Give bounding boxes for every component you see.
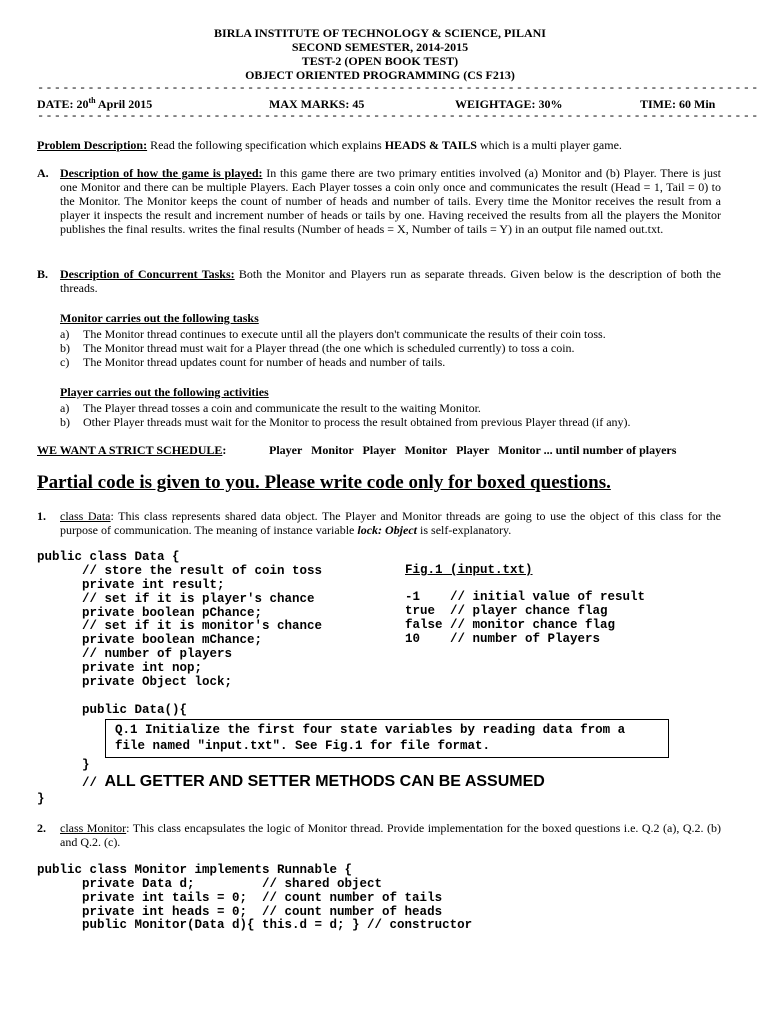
code-line: } [37, 758, 90, 772]
code-line: public class Data { [37, 550, 180, 564]
question-1-text: class Data: This class represents shared data object. The Player and Monitor threads are going to use the object of this class for the purpose of communication. The meaning of instance variable lock: Object is self-explanatory. [60, 509, 721, 537]
schedule-sequence: Player Monitor Player Monitor Player Monitor ... until number of players [269, 443, 677, 457]
getter-setter-note: // ALL GETTER AND SETTER METHODS CAN BE ASSUMED [37, 773, 545, 790]
semester: SECOND SEMESTER, 2014-2015 [291, 40, 469, 54]
code-line: private int tails = 0; // count number of tails [37, 891, 443, 905]
box-line: Q.1 Initialize the first four state variables by reading data from a [115, 723, 626, 737]
code-line: private boolean pChance; [37, 606, 263, 620]
code-line: private boolean mChance; [37, 633, 263, 647]
code-line: private int heads = 0; // count number of heads [37, 905, 443, 919]
monitor-task-marker: b) [60, 341, 70, 355]
code-line: public Monitor(Data d){ this.d = d; } // constructor [37, 918, 473, 932]
exam-time: TIME: 60 Min [640, 97, 716, 111]
divider-top: -------------------------------------------------------------------------------------- [37, 81, 760, 95]
section-b-number: B. [37, 267, 49, 281]
figure-1-line: true // player chance flag [405, 604, 608, 618]
test-title: TEST-2 (OPEN BOOK TEST) [301, 54, 459, 68]
code-line: } [37, 792, 45, 806]
exam-date: DATE: 20th April 2015 [37, 96, 153, 111]
player-task-marker: b) [60, 415, 70, 429]
divider-bottom: -------------------------------------------------------------------------------------- [37, 109, 760, 123]
schedule-label: WE WANT A STRICT SCHEDULE: [37, 443, 227, 457]
player-activities-heading: Player carries out the following activities [60, 385, 269, 399]
figure-1-title: Fig.1 (input.txt) [405, 563, 533, 577]
section-a-text: Description of how the game is played: In this game there are two primary entities involved (a) Monitor and (b) Player. There is just one Monitor and there can be multiple Players. Each Player tosses a coin only once and communicates the result (Head = 1, Tail = 0) to the Monitor. The Monitor keeps the count of number of heads and number of tails. Every time the Monitor receives the result from a player it inspects the result and increment number of heads or tails by one. Having received the results from all the players the Monitor publishes the final results. writes the final results (Number of heads = X, Number of tails = Y) in an output file named out.txt. [60, 166, 721, 236]
question-1-number: 1. [37, 509, 46, 523]
code-line: private int nop; [37, 661, 203, 675]
figure-1-line: false // monitor chance flag [405, 618, 616, 632]
code-line: public class Monitor implements Runnable { [37, 863, 353, 877]
code-line: // number of players [37, 647, 233, 661]
monitor-task: The Monitor thread updates count for number of heads and number of tails. [83, 355, 446, 369]
monitor-task-marker: c) [60, 355, 70, 369]
question-2-text: class Monitor: This class encapsulates the logic of Monitor thread. Provide implementation for the boxed questions i.e. Q.2 (a), Q.2. (b) and Q.2. (c). [60, 821, 721, 849]
weightage: WEIGHTAGE: 30% [455, 97, 563, 111]
question-1-box [105, 719, 669, 758]
code-line: // set if it is player's chance [37, 592, 315, 606]
code-line: // store the result of coin toss [37, 564, 323, 578]
monitor-task-marker: a) [60, 327, 70, 341]
question-2-number: 2. [37, 821, 46, 835]
code-line: private Data d; // shared object [37, 877, 383, 891]
figure-1-line: -1 // initial value of result [405, 590, 646, 604]
institute-name: BIRLA INSTITUTE OF TECHNOLOGY & SCIENCE, PILANI [214, 26, 546, 40]
code-line: public Data(){ [37, 703, 188, 717]
player-task: The Player thread tosses a coin and communicate the result to the waiting Monitor. [83, 401, 481, 415]
player-task-marker: a) [60, 401, 70, 415]
monitor-tasks-heading: Monitor carries out the following tasks [60, 311, 259, 325]
box-line: file named "input.txt". See Fig.1 for file format. [115, 739, 491, 753]
monitor-task: The Monitor thread must wait for a Player thread (the one which is scheduled currently) to toss a coin. [83, 341, 575, 355]
monitor-task: The Monitor thread continues to execute until all the players don't communicate the results of their coin toss. [83, 327, 606, 341]
code-line: private Object lock; [37, 675, 233, 689]
code-line: private int result; [37, 578, 225, 592]
max-marks: MAX MARKS: 45 [269, 97, 365, 111]
section-a-number: A. [37, 166, 49, 180]
player-task: Other Player threads must wait for the Monitor to process the result obtained from previous Player thread (if any). [83, 415, 631, 429]
code-line: // set if it is monitor's chance [37, 619, 323, 633]
figure-1-line: 10 // number of Players [405, 632, 601, 646]
partial-code-heading: Partial code is given to you. Please write code only for boxed questions. [37, 472, 611, 493]
course-title: OBJECT ORIENTED PROGRAMMING (CS F213) [245, 68, 515, 82]
problem-description: Problem Description: Read the following specification which explains HEADS & TAILS which is a multi player game. [37, 138, 622, 152]
section-b-text: Description of Concurrent Tasks: Both the Monitor and Players run as separate threads. Given below is the description of both the threads. [60, 267, 721, 295]
